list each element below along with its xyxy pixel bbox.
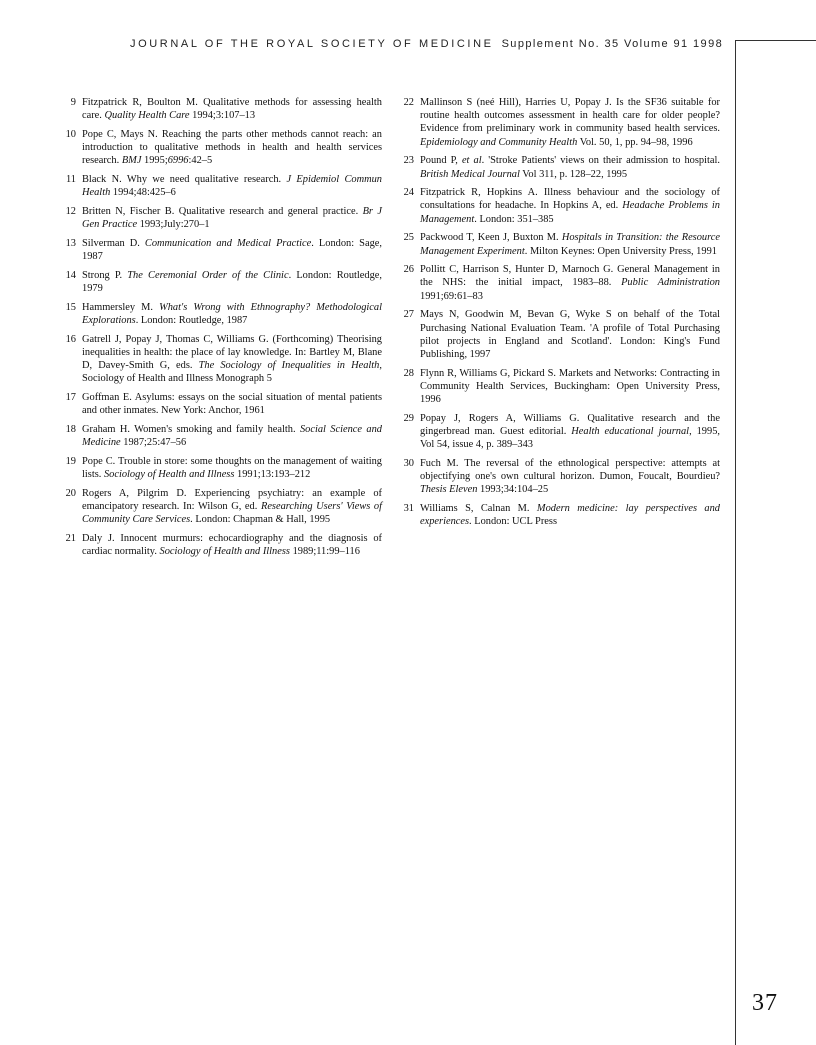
reference-text: Williams S, Calnan M. (420, 502, 537, 514)
reference-text: Mallinson S (neé Hill), Harries U, Popay J. Is the SF36 suitable for routine health outcomes assessment in health care for older people? Evidence from preliminary work in community based health services. (420, 97, 720, 135)
reference-italic-text: et al (461, 155, 482, 167)
reference-item (400, 308, 720, 361)
reference-text: 1993;34:104–25 (477, 484, 549, 496)
reference-text: Pound P, (420, 155, 462, 167)
reference-number: 22 (403, 97, 414, 108)
reference-text: . London: Sage, 1987 (82, 237, 382, 263)
reference-item (62, 423, 382, 449)
reference-number: 31 (403, 502, 414, 514)
reference-item (400, 154, 720, 180)
reference-italic-text: Social Science and Medicine (82, 423, 382, 448)
reference-italic-text: Researching Users' Views of Community Care Services (82, 500, 382, 525)
reference-number: 18 (65, 423, 76, 435)
reference-italic-text: Communication and Medical Practice (144, 237, 312, 249)
reference-italic-text: What's Wrong with Ethnography? Methodological Explorations (82, 301, 382, 326)
reference-number: 11 (65, 174, 76, 186)
reference-number: 10 (65, 128, 76, 140)
journal-title: JOURNAL OF THE ROYAL SOCIETY OF MEDICINE (130, 38, 494, 50)
reference-number: 9 (70, 97, 76, 108)
reference-text: Daly J. Innocent murmurs: echocardiography and the diagnosis of cardiac normality. (82, 532, 382, 557)
reference-item (62, 173, 382, 199)
reference-italic-text: Quality Health Care (104, 110, 190, 122)
reference-text: :42–5 (188, 155, 213, 167)
reference-text: Gatrell J, Popay J, Thomas C, Williams G. (Forthcoming) Theorising inequalities in health: the place of lay knowledge. In: Bartley M, Blane D, Davey-Smith G, eds. (82, 333, 382, 371)
reference-number: 21 (65, 532, 76, 544)
reference-text: Hammersley M. (82, 301, 160, 313)
reference-text: Goffman E. Asylums: essays on the social situation of mental patients and other inmates. New York: Anchor, 1961 (82, 391, 382, 417)
reference-text: Fitzpatrick R, Boulton M. Qualitative methods for assessing health care. (82, 97, 382, 122)
reference-number: 23 (403, 155, 414, 167)
reference-text: Pope C, Mays N. Reaching the parts other methods cannot reach: an introduction to qualitative methods in health and health services research. (82, 128, 382, 167)
reference-item (400, 367, 720, 407)
reference-number: 29 (403, 412, 414, 424)
reference-item (62, 333, 382, 386)
reference-italic-text: The Sociology of Inequalities in Health (198, 359, 380, 371)
reference-italic-text: Thesis Eleven (420, 484, 478, 496)
margin-rule (735, 40, 736, 1045)
reference-number: 13 (65, 237, 76, 249)
reference-text: 1991;13:193–212 (234, 468, 311, 480)
reference-text: 1993;July:270–1 (137, 219, 210, 231)
reference-text: , 1995, Vol 54, issue 4, p. 389–343 (420, 425, 720, 451)
reference-item (62, 96, 382, 122)
reference-list-left (62, 96, 382, 564)
reference-text: Popay J, Rogers A, Williams G. Qualitative research and the gingerbread man. Guest editorial. (420, 412, 720, 437)
reference-list-right (400, 96, 720, 534)
reference-text: Strong P. (82, 269, 128, 281)
reference-number: 28 (403, 367, 414, 379)
reference-item (62, 128, 382, 168)
reference-text: . London: Routledge, 1987 (135, 314, 248, 326)
reference-text: . London: 351–385 (474, 213, 554, 225)
reference-text: 1991;69:61–83 (420, 290, 483, 302)
reference-italic-text: Headache Problems in Management (420, 200, 721, 225)
reference-item (62, 205, 382, 231)
running-header (130, 38, 724, 50)
reference-italic-text: J Epidemiol Commun Health (82, 174, 382, 199)
reference-number: 30 (403, 457, 414, 469)
reference-item (62, 301, 382, 327)
reference-text: . London: UCL Press (469, 516, 557, 528)
reference-number: 14 (65, 269, 76, 281)
reference-number: 15 (65, 301, 76, 313)
reference-item (62, 487, 382, 527)
reference-italic-text: Br J Gen Practice (82, 205, 382, 231)
reference-text: Vol 311, p. 128–22, 1995 (519, 168, 628, 180)
reference-text: Pope C. Trouble in store: some thoughts on the management of waiting lists. (82, 455, 382, 480)
reference-italic-text: BMJ (121, 155, 142, 167)
reference-text: Silverman D. (82, 237, 145, 249)
reference-text: 1994;48:425–6 (110, 187, 176, 199)
reference-italic-text: Sociology of Health and Illness (159, 545, 290, 557)
reference-italic-text: Public Administration (621, 277, 720, 289)
reference-text: Britten N, Fischer B. Qualitative research and general practice. (82, 205, 363, 217)
reference-text: Graham H. Women's smoking and family health. (82, 423, 300, 435)
reference-italic-text: Sociology of Health and Illness (103, 468, 235, 480)
reference-number: 12 (65, 205, 76, 217)
reference-item (400, 412, 720, 452)
reference-text: . 'Stroke Patients' views on their admission to hospital. (481, 155, 720, 167)
reference-text: 1989;11:99–116 (289, 545, 360, 557)
reference-number: 20 (65, 487, 76, 499)
reference-item (400, 263, 720, 303)
reference-italic-text: Health educational journal (571, 425, 690, 437)
reference-item (400, 457, 720, 497)
reference-italic-text: 6996 (167, 155, 189, 167)
reference-text: 1994;3:107–13 (189, 110, 256, 122)
reference-item (400, 96, 720, 149)
reference-item (62, 269, 382, 295)
reference-italic-text: The Ceremonial Order of the Clinic (127, 269, 289, 281)
reference-item (400, 186, 720, 226)
supplement-info: Supplement No. 35 Volume 91 1998 (501, 38, 724, 50)
reference-number: 24 (403, 187, 414, 199)
reference-italic-text: Hospitals in Transition: the Resource Management Experiment (420, 232, 720, 257)
page-number: 37 (752, 990, 778, 1016)
reference-number: 19 (65, 455, 76, 467)
reference-text: Fitzpatrick R, Hopkins A. Illness behaviour and the sociology of consultations for headache. In Hopkins A, ed. (420, 187, 720, 212)
reference-text: Vol. 50, 1, pp. 94–98, 1996 (577, 136, 693, 148)
reference-number: 16 (65, 333, 76, 345)
reference-italic-text: Modern medicine: lay perspectives and experiences (420, 502, 721, 528)
reference-number: 27 (403, 309, 414, 321)
reference-text: Rogers A, Pilgrim D. Experiencing psychiatry: an example of emancipatory research. In: Wilson G, ed. (82, 487, 382, 512)
reference-italic-text: Epidemiology and Community Health (420, 136, 578, 148)
reference-item (62, 391, 382, 417)
reference-item (62, 532, 382, 558)
reference-text: . London: Chapman & Hall, 1995 (190, 513, 331, 525)
reference-text: . London: Routledge, 1979 (82, 269, 383, 294)
reference-text: 1995; (141, 155, 168, 167)
header-rule (735, 40, 816, 41)
reference-item (62, 455, 382, 481)
reference-text: , Sociology of Health and Illness Monograph 5 (82, 359, 382, 385)
reference-text: Pollitt C, Harrison S, Hunter D, Marnoch G. General Management in the NHS: the initial impact, 1983–88. (420, 264, 720, 289)
reference-italic-text: British Medical Journal (420, 168, 520, 180)
reference-number: 17 (65, 391, 76, 403)
reference-text: Black N. Why we need qualitative research. (82, 174, 287, 186)
reference-number: 25 (403, 232, 414, 244)
reference-text: Fuch M. The reversal of the ethnological perspective: attempts at objectifying one's own cultural horizon. Dumon, Foucalt, Bourdieu? (420, 457, 720, 483)
reference-text: Flynn R, Williams G, Pickard S. Markets and Networks: Contracting in Community Health Services, Buckingham: Open University Press, 1996 (420, 367, 720, 406)
reference-text: Packwood T, Keen J, Buxton M. (420, 232, 562, 244)
reference-item (400, 502, 720, 528)
reference-text: . Milton Keynes: Open University Press, 1991 (524, 245, 717, 257)
reference-item (400, 231, 720, 257)
reference-text: 1987;25:47–56 (120, 436, 187, 448)
reference-item (62, 237, 382, 263)
reference-number: 26 (403, 264, 414, 276)
reference-text: Mays N, Goodwin M, Bevan G, Wyke S on behalf of the Total Purchasing National Evaluation Team. 'A profile of Total Purchasing pilot projects in England and Scotland'. London: King's Fund Publishing, 1997 (420, 309, 720, 360)
